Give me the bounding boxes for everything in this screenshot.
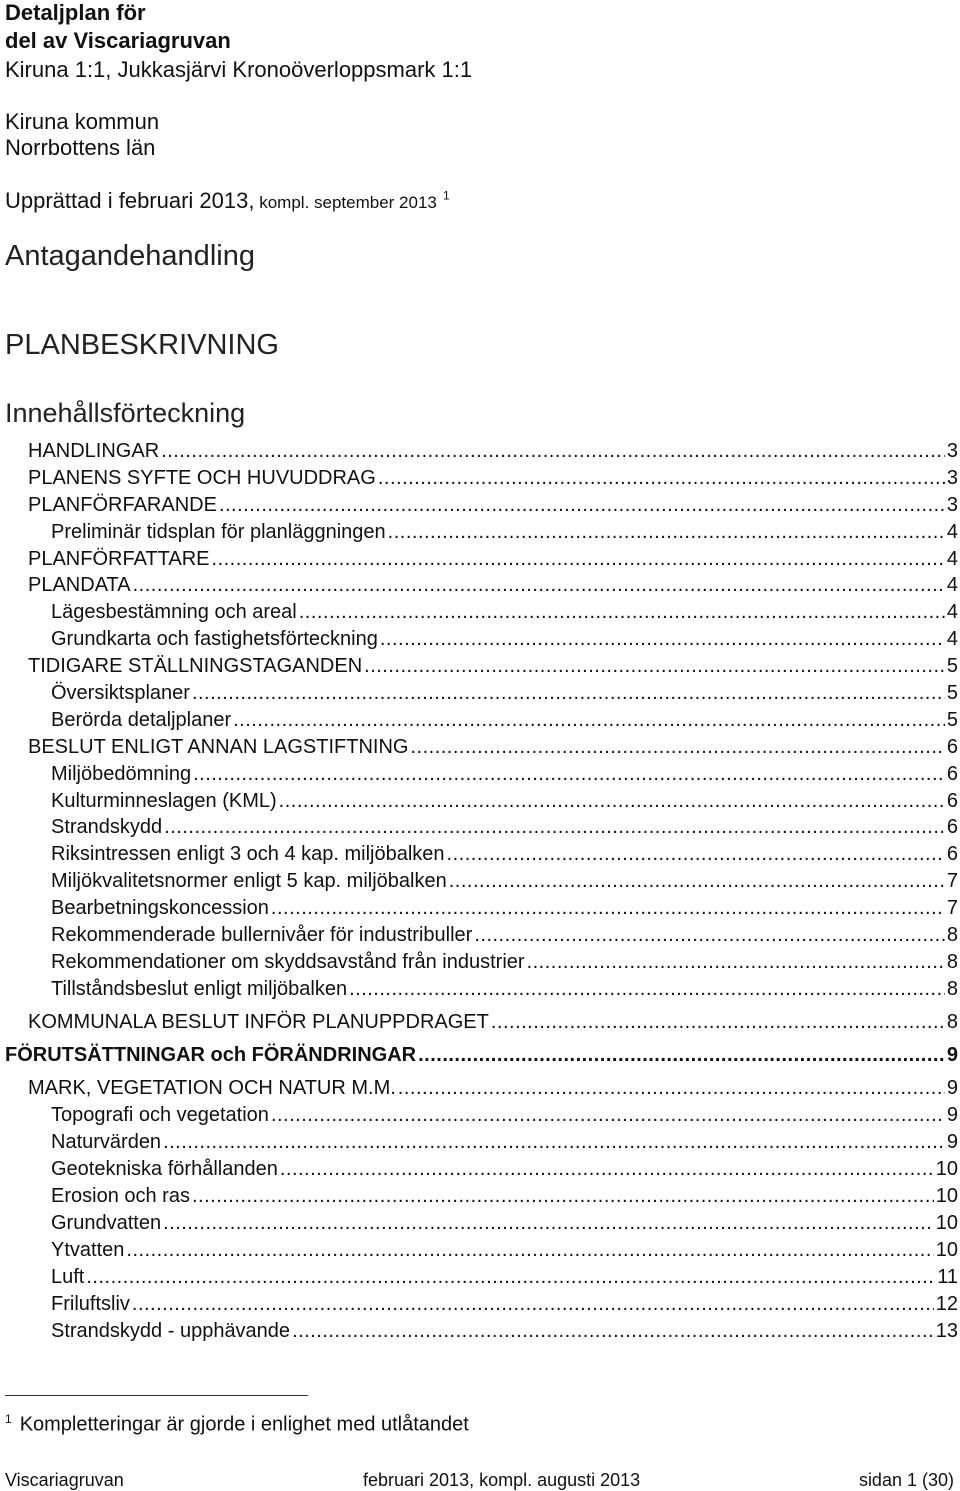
toc-leader-dots	[161, 438, 945, 464]
toc-entry[interactable]	[0, 1156, 960, 1183]
toc-entry-label: Berörda detaljplaner	[51, 708, 232, 731]
toc-entry-label: Ytvatten	[51, 1238, 125, 1261]
toc-leader-dots	[86, 1264, 935, 1290]
toc-entry-page: 13	[935, 1319, 958, 1342]
footnote-ref: 1	[443, 188, 450, 203]
toc-entry[interactable]	[0, 949, 960, 976]
toc-entry-label: BESLUT ENLIGT ANNAN LAGSTIFTNING	[28, 735, 409, 758]
toc-leader-dots	[364, 653, 945, 679]
toc-entry-page: 8	[946, 1010, 958, 1033]
toc-entry[interactable]	[0, 895, 960, 922]
toc-entry-label: Översiktsplaner	[51, 682, 190, 705]
toc-leader-dots	[233, 707, 945, 733]
toc-entry-page: 4	[946, 574, 958, 597]
toc-entry[interactable]	[0, 1102, 960, 1129]
toc-entry-label: PLANFÖRFARANDE	[28, 493, 217, 516]
toc-entry-page: 6	[946, 843, 958, 866]
toc-leader-dots	[292, 1318, 934, 1344]
toc-entry[interactable]	[0, 1210, 960, 1237]
toc-entry-label: Lägesbestämning och areal	[51, 601, 297, 624]
toc-entry-page: 4	[946, 601, 958, 624]
toc-leader-dots	[398, 1075, 945, 1101]
toc-entry-page: 9	[946, 1077, 958, 1100]
toc-entry-page: 8	[946, 977, 958, 1000]
prepared-small: kompl. september 2013	[254, 193, 437, 212]
toc-leader-dots	[164, 814, 945, 840]
toc-entry-page: 6	[946, 789, 958, 812]
toc-entry[interactable]	[0, 626, 960, 653]
toc-leader-dots	[271, 1102, 945, 1128]
toc-entry-page: 7	[946, 870, 958, 893]
toc-leader-dots	[447, 841, 945, 867]
footer-right: sidan 1 (30)	[858, 1470, 954, 1490]
plan-title-line2: del av Viscariagruvan	[5, 28, 231, 53]
toc-entry-label: Friluftsliv	[51, 1292, 130, 1315]
toc-leader-dots	[133, 572, 945, 598]
toc-entry-page: 9	[946, 1131, 958, 1154]
toc-entry-label: Grundvatten	[51, 1211, 162, 1234]
footnote-number: 1	[5, 1412, 12, 1426]
toc-leader-dots	[271, 895, 945, 921]
toc-entry-page: 8	[946, 924, 958, 947]
table-of-contents	[0, 438, 960, 1344]
toc-leader-dots	[163, 1210, 934, 1236]
toc-entry-page: 8	[946, 950, 958, 973]
toc-entry-page: 5	[946, 682, 958, 705]
toc-entry-label: TIDIGARE STÄLLNINGSTAGANDEN	[28, 655, 363, 678]
toc-leader-dots	[349, 976, 945, 1002]
footnote	[5, 1406, 469, 1438]
toc-entry-label: Grundkarta och fastighetsförteckning	[51, 628, 378, 651]
toc-entry[interactable]	[0, 707, 960, 734]
footnote-separator	[5, 1395, 308, 1396]
toc-entry-label: Naturvärden	[51, 1131, 162, 1154]
toc-entry-page: 7	[946, 897, 958, 920]
toc-leader-dots	[449, 868, 945, 894]
toc-entry[interactable]	[0, 1318, 960, 1345]
toc-leader-dots	[418, 1042, 945, 1068]
toc-entry[interactable]	[0, 1075, 960, 1102]
toc-entry-label: Strandskydd	[51, 816, 163, 839]
toc-entry-page: 3	[946, 440, 958, 462]
toc-entry[interactable]	[0, 465, 960, 492]
toc-leader-dots	[192, 680, 945, 706]
toc-leader-dots	[527, 949, 945, 975]
toc-entry[interactable]	[0, 599, 960, 626]
toc-entry-page: 3	[946, 493, 958, 516]
toc-entry[interactable]	[0, 572, 960, 599]
toc-entry-label: MARK, VEGETATION OCH NATUR M.M.	[28, 1077, 396, 1100]
toc-entry-label: Riksintressen enligt 3 och 4 kap. miljöbalken	[51, 843, 445, 866]
toc-entry-label: Miljöbedömning	[51, 762, 192, 785]
toc-entry-label: Bearbetningskoncession	[51, 897, 269, 920]
toc-leader-dots	[378, 465, 945, 491]
toc-entry-page: 4	[946, 628, 958, 651]
prepared-main: Upprättad i februari 2013,	[5, 188, 255, 213]
toc-entry-label: Tillståndsbeslut enligt miljöbalken	[51, 977, 348, 1000]
toc-entry[interactable]	[0, 1009, 960, 1036]
footer-left: Viscariagruvan	[5, 1470, 124, 1490]
toc-leader-dots	[491, 1009, 945, 1035]
toc-entry-page: 6	[946, 816, 958, 839]
toc-entry-page: 5	[946, 655, 958, 678]
toc-entry[interactable]	[0, 1264, 960, 1291]
toc-entry-page: 5	[946, 708, 958, 731]
toc-entry-page: 4	[946, 520, 958, 543]
toc-entry-label: Rekommendationer om skyddsavstånd från industrier	[51, 950, 525, 973]
document-type: PLANBESKRIVNING	[5, 329, 279, 361]
toc-entry-label: Preliminär tidsplan för planläggningen	[51, 520, 386, 543]
toc-entry[interactable]	[0, 1291, 960, 1318]
toc-heading: Innehållsförteckning	[5, 398, 246, 428]
toc-leader-dots	[163, 1129, 945, 1155]
toc-leader-dots	[132, 1291, 934, 1317]
toc-entry[interactable]	[0, 734, 960, 761]
toc-entry-label: PLANENS SYFTE OCH HUVUDDRAG	[28, 466, 376, 489]
footnote-text: Kompletteringar är gjorde i enlighet med utlåtandet	[19, 1413, 469, 1436]
toc-entry-label: KOMMUNALA BESLUT INFÖR PLANUPPDRAGET	[28, 1010, 489, 1033]
toc-leader-dots	[388, 519, 945, 545]
toc-leader-dots	[299, 599, 945, 625]
toc-entry-label: Topografi och vegetation	[51, 1104, 269, 1127]
toc-leader-dots	[212, 546, 945, 572]
toc-entry[interactable]	[0, 1237, 960, 1264]
footer-center: februari 2013, kompl. augusti 2013	[363, 1470, 641, 1490]
toc-entry[interactable]	[0, 680, 960, 707]
property-subtitle: Kiruna 1:1, Jukkasjärvi Kronoöverloppsmark 1:1	[5, 57, 473, 82]
toc-entry-page: 10	[935, 1185, 958, 1208]
toc-entry-page: 6	[946, 735, 958, 758]
toc-leader-dots	[380, 626, 945, 652]
toc-entry[interactable]	[0, 438, 960, 465]
toc-entry[interactable]	[0, 1042, 960, 1069]
county: Norrbottens län	[5, 135, 156, 160]
toc-entry[interactable]	[0, 546, 960, 573]
toc-entry[interactable]	[0, 519, 960, 546]
toc-entry[interactable]	[0, 814, 960, 841]
toc-leader-dots	[219, 492, 945, 518]
toc-entry-label: Rekommenderade bullernivåer för industribuller	[51, 924, 473, 947]
toc-entry-page: 3	[946, 466, 958, 489]
toc-leader-dots	[279, 788, 945, 814]
toc-entry-page: 10	[935, 1158, 958, 1181]
toc-entry-label: Geotekniska förhållanden	[51, 1158, 278, 1181]
toc-entry-label: Strandskydd - upphävande	[51, 1319, 291, 1342]
toc-entry-page: 9	[946, 1104, 958, 1127]
toc-entry-page: 12	[935, 1292, 958, 1315]
toc-entry-label: Miljökvalitetsnormer enligt 5 kap. miljöbalken	[51, 870, 447, 893]
plan-title-line1: Detaljplan för	[5, 0, 146, 25]
toc-entry[interactable]	[0, 788, 960, 815]
toc-entry-page: 6	[946, 762, 958, 785]
toc-entry-page: 9	[946, 1043, 958, 1066]
toc-entry[interactable]	[0, 922, 960, 949]
toc-entry[interactable]	[0, 492, 960, 519]
toc-entry-label: PLANDATA	[28, 574, 131, 597]
toc-entry[interactable]	[0, 1183, 960, 1210]
toc-entry-page: 11	[937, 1265, 958, 1288]
toc-entry[interactable]	[0, 653, 960, 680]
toc-entry-page: 4	[946, 547, 958, 570]
toc-entry-page: 10	[935, 1238, 958, 1261]
toc-leader-dots	[193, 761, 945, 787]
toc-leader-dots	[410, 734, 944, 760]
toc-entry[interactable]	[0, 761, 960, 788]
toc-entry[interactable]	[0, 868, 960, 895]
toc-entry-label: Luft	[51, 1265, 85, 1288]
toc-entry-label: Kulturminneslagen (KML)	[51, 789, 277, 812]
document-stage: Antagandehandling	[5, 240, 255, 272]
toc-entry-label: HANDLINGAR	[28, 440, 160, 462]
toc-entry-label: Erosion och ras	[51, 1185, 190, 1208]
toc-entry[interactable]	[0, 841, 960, 868]
toc-entry-label: FÖRUTSÄTTNINGAR och FÖRÄNDRINGAR	[5, 1043, 417, 1066]
toc-leader-dots	[126, 1237, 933, 1263]
prepared-date	[5, 188, 450, 216]
toc-leader-dots	[280, 1156, 934, 1182]
toc-entry[interactable]	[0, 976, 960, 1003]
toc-entry-page: 10	[935, 1211, 958, 1234]
municipality: Kiruna kommun	[5, 109, 160, 134]
toc-leader-dots	[192, 1183, 934, 1209]
toc-entry[interactable]	[0, 1129, 960, 1156]
toc-leader-dots	[474, 922, 945, 948]
toc-entry-label: PLANFÖRFATTARE	[28, 547, 210, 570]
